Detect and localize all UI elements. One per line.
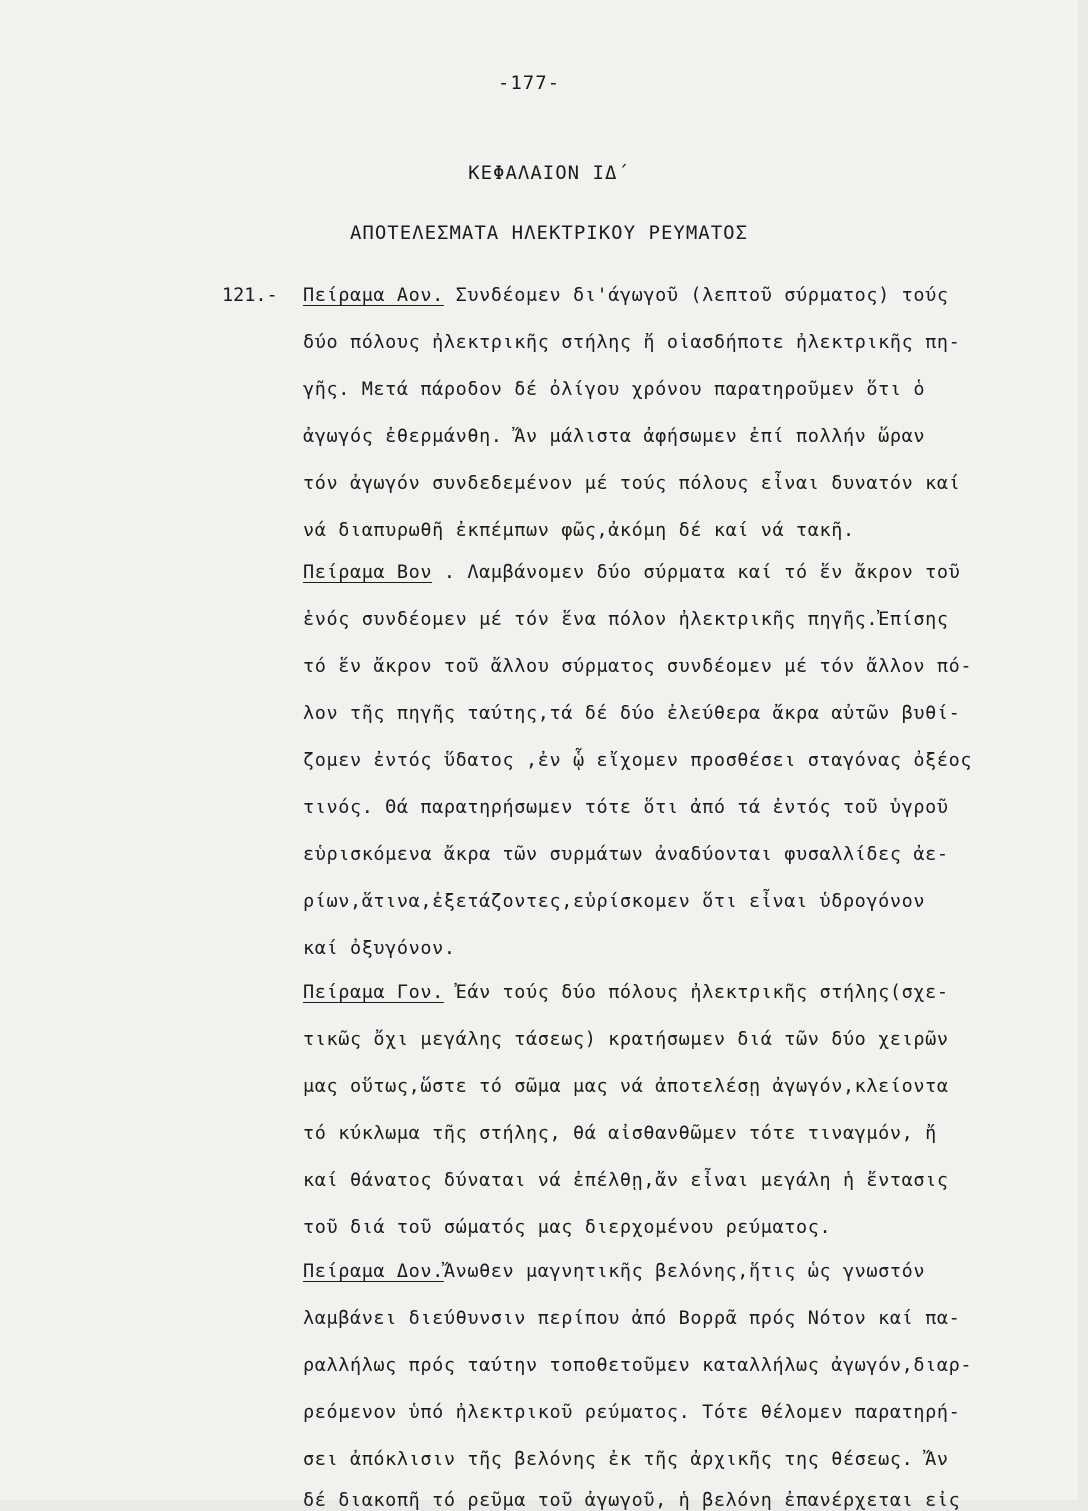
paragraph-line: τό ἕν ἄκρον τοῦ ἄλλου σύρματος συνδέομεν μέ τόν ἄλλον πό- <box>303 656 973 677</box>
experiment-title: Πείραμα Βον <box>303 562 433 583</box>
paragraph-line: Πείραμα Αον. Συνδέομεν δι'άγωγοῦ (λεπτοῦ σύρματος) τούς <box>303 285 949 306</box>
paragraph-line: τικῶς ὄχι μεγάλης τάσεως) κρατήσωμεν διά τῶν δύο χειρῶν <box>303 1029 949 1050</box>
paragraph-line: τινός. Θά παρατηρήσωμεν τότε ὅτι ἀπό τά ἐντός τοῦ ὑγροῦ <box>303 797 949 818</box>
paragraph-line: τοῦ διά τοῦ σώματός μας διερχομένου ρεύματος. <box>303 1217 832 1238</box>
paragraph-line: καί θάνατος δύναται νά ἐπέλθῃ,ἄν εἶναι μεγάλη ἡ ἔντασις <box>303 1170 949 1191</box>
chapter-title: ΚΕΦΑΛΑΙΟΝ ΙΔ΄ <box>468 162 630 184</box>
paragraph-line: Πείραμα Δον.Ἄνωθεν μαγνητικῆς βελόνης,ἥτις ὡς γνωστόν <box>303 1261 926 1282</box>
paragraph-line: δύο πόλους ἠλεκτρικῆς στήλης ἤ οἱασδήποτε ἠλεκτρικῆς πη- <box>303 332 961 353</box>
paragraph-line: ἑνός συνδέομεν μέ τόν ἕνα πόλον ἠλεκτρικῆς πηγῆς.Ἐπίσης <box>303 609 949 630</box>
paragraph-line: Πείραμα Βον . Λαμβάνομεν δύο σύρματα καί τό ἕν ἄκρον τοῦ <box>303 562 961 583</box>
paragraph-line: ρεόμενον ὑπό ἠλεκτρικοῦ ρεύματος. Τότε θέλομεν παρατηρή- <box>303 1402 961 1423</box>
section-number: 121.- <box>222 285 278 306</box>
paragraph-line: λαμβάνει διεύθυνσιν περίπου ἀπό Βορρᾶ πρός Νότον καί πα- <box>303 1308 961 1329</box>
chapter-subject: ΑΠΟΤΕΛΕΣΜΑΤΑ ΗΛΕΚΤΡΙΚΟΥ ΡΕΥΜΑΤΟΣ <box>349 222 749 244</box>
paragraph-line: ζομεν ἐντός ὕδατος ,ἐν ᾧ εἴχομεν προσθέσει σταγόνας ὀξέος <box>303 750 973 771</box>
paragraph-line: λον τῆς πηγῆς ταύτης,τά δέ δύο ἐλεύθερα ἄκρα αὐτῶν βυθί- <box>303 703 961 724</box>
paragraph-line: Πείραμα Γον. Ἐάν τούς δύο πόλους ἠλεκτρικῆς στήλης(σχε- <box>303 982 949 1003</box>
paragraph-line: τό κύκλωμα τῆς στήλης, θά αἰσθανθῶμεν τότε τιναγμόν, ἤ <box>303 1123 937 1144</box>
paragraph-line: τόν ἀγωγόν συνδεδεμένον μέ τούς πόλους εἶναι δυνατόν καί <box>303 473 961 494</box>
paragraph-line: νά διαπυρωθῆ ἐκπέμπων φῶς,ἀκόμη δέ καί νά τακῆ. <box>303 520 855 541</box>
experiment-title: Πείραμα Δον. <box>303 1261 444 1282</box>
paragraph-line: ραλλήλως πρός ταύτην τοποθετοῦμεν καταλλήλως ἀγωγόν,διαρ- <box>303 1355 973 1376</box>
paragraph-line: εὑρισκόμενα ἄκρα τῶν συρμάτων ἀναδύονται φυσαλλίδες ἀε- <box>303 844 949 865</box>
paragraph-line: καί ὀξυγόνον. <box>303 938 456 959</box>
experiment-title: Πείραμα Γον. <box>303 982 444 1003</box>
paragraph-line: μας οὕτως,ὥστε τό σῶμα μας νά ἀποτελέσῃ ἀγωγόν,κλείοντα <box>303 1076 949 1097</box>
paragraph-line: ρίων,ἅτινα,ἐξετάζοντες,εὑρίσκομεν ὅτι εἶναι ὑδρογόνον <box>303 891 926 912</box>
page-number: -177- <box>497 72 561 94</box>
paragraph-line: ἀγωγός ἐθερμάνθη. Ἄν μάλιστα ἀφήσωμεν ἐπί πολλήν ὥραν <box>303 426 926 447</box>
paragraph-line: δέ διακοπῆ τό ρεῦμα τοῦ ἀγωγοῦ, ἡ βελόνη ἐπανέρχεται εἰς <box>303 1490 961 1511</box>
paragraph-line: σει ἀπόκλισιν τῆς βελόνης ἐκ τῆς ἀρχικῆς της θέσεως. Ἄν <box>303 1449 949 1470</box>
paragraph-line: γῆς. Μετά πάροδον δέ ὀλίγου χρόνου παρατηροῦμεν ὅτι ὁ <box>303 379 926 400</box>
experiment-title: Πείραμα Αον. <box>303 285 444 306</box>
